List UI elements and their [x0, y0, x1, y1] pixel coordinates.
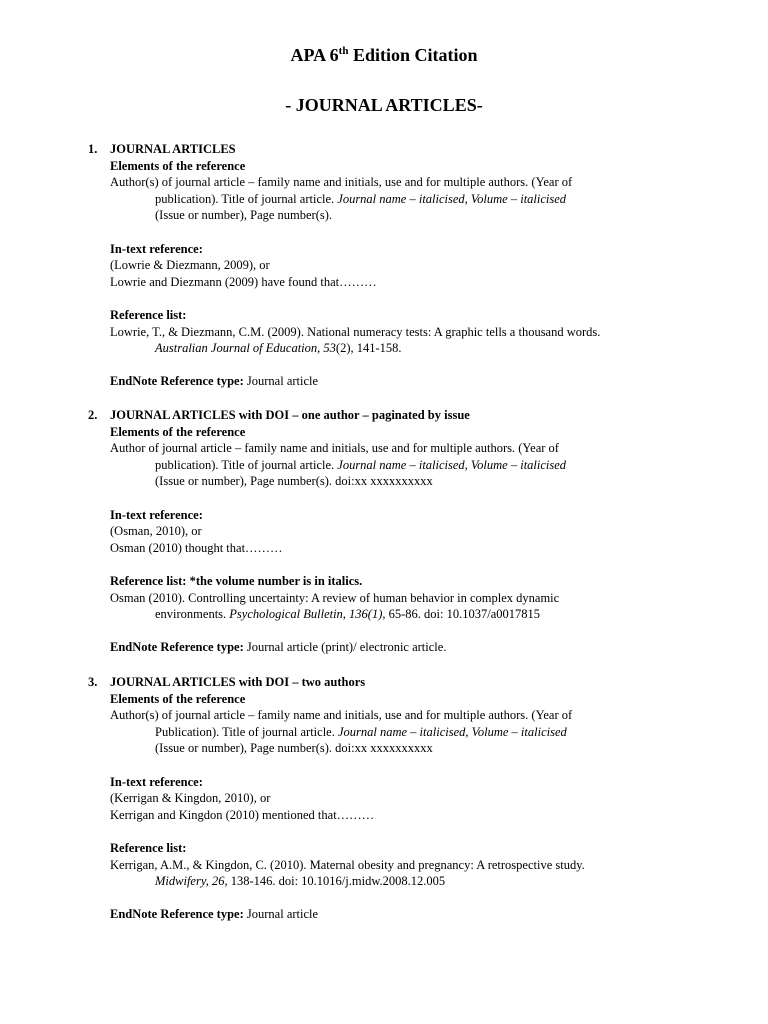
section-body — [110, 407, 690, 656]
intext-heading: In-text reference: — [110, 241, 203, 256]
elements-heading: Elements of the reference — [110, 158, 246, 173]
elements-line: (Issue or number), Page number(s). doi:xx xxxxxxxxxx — [155, 741, 433, 756]
intext-line: (Kerrigan & Kingdon, 2010), or — [110, 791, 271, 806]
reference-line: Australian Journal of Education, 53(2), 141-158. — [155, 341, 402, 356]
endnote-reference-type: EndNote Reference type: Journal article — [110, 374, 319, 389]
reference-line: Midwifery, 26, 138-146. doi: 10.1016/j.midw.2008.12.005 — [155, 874, 446, 889]
page-subtitle: - JOURNAL ARTICLES- — [285, 95, 483, 115]
reference-list-heading: Reference list: — [110, 307, 187, 322]
intext-line: (Lowrie & Diezmann, 2009), or — [110, 258, 270, 273]
reference-line: Osman (2010). Controlling uncertainty: A review of human behavior in complex dynamic — [110, 590, 560, 605]
intext-line: (Osman, 2010), or — [110, 524, 202, 539]
elements-line: publication). Title of journal article. Journal name – italicised, Volume – italicised — [155, 191, 567, 206]
elements-line: Publication). Title of journal article. Journal name – italicised, Volume – italicised — [155, 724, 567, 739]
reference-list-heading: Reference list: *the volume number is in italics. — [110, 573, 363, 588]
reference-list-heading: Reference list: — [110, 840, 187, 855]
elements-line: Author(s) of journal article – family name and initials, use and for multiple authors. (Year of — [110, 708, 573, 723]
section-number: 2. — [88, 408, 98, 422]
section-heading: JOURNAL ARTICLES — [110, 142, 236, 156]
intext-heading: In-text reference: — [110, 507, 203, 522]
section-body — [110, 674, 690, 923]
section-number: 3. — [88, 675, 98, 689]
elements-line: (Issue or number), Page number(s). doi:xx xxxxxxxxxx — [155, 474, 433, 489]
elements-line: Author of journal article – family name and initials, use and for multiple authors. (Year of — [110, 441, 559, 456]
endnote-reference-type: EndNote Reference type: Journal article (print)/ electronic article. — [110, 640, 447, 655]
section-heading: JOURNAL ARTICLES with DOI – two authors — [110, 675, 366, 689]
reference-line: environments. Psychological Bulletin, 136(1), 65-86. doi: 10.1037/a0017815 — [155, 607, 541, 622]
reference-line: Lowrie, T., & Diezmann, C.M. (2009). National numeracy tests: A graphic tells a thousand words. — [110, 324, 601, 339]
endnote-reference-type: EndNote Reference type: Journal article — [110, 907, 319, 922]
intext-line: Osman (2010) thought that……… — [110, 540, 283, 555]
elements-heading: Elements of the reference — [110, 691, 246, 706]
elements-line: Author(s) of journal article – family name and initials, use and for multiple authors. (Year of — [110, 175, 573, 190]
elements-line: publication). Title of journal article. Journal name – italicised, Volume – italicised — [155, 457, 567, 472]
section-body — [110, 141, 690, 390]
section-heading: JOURNAL ARTICLES with DOI – one author – paginated by issue — [110, 408, 470, 422]
section-number: 1. — [88, 142, 98, 156]
intext-heading: In-text reference: — [110, 774, 203, 789]
intext-line: Kerrigan and Kingdon (2010) mentioned that……… — [110, 807, 375, 822]
elements-heading: Elements of the reference — [110, 424, 246, 439]
reference-line: Kerrigan, A.M., & Kingdon, C. (2010). Maternal obesity and pregnancy: A retrospective study. — [110, 857, 585, 872]
page-title: APA 6th Edition Citation — [290, 45, 478, 65]
intext-line: Lowrie and Diezmann (2009) have found that……… — [110, 274, 377, 289]
elements-line: (Issue or number), Page number(s). — [155, 208, 333, 223]
